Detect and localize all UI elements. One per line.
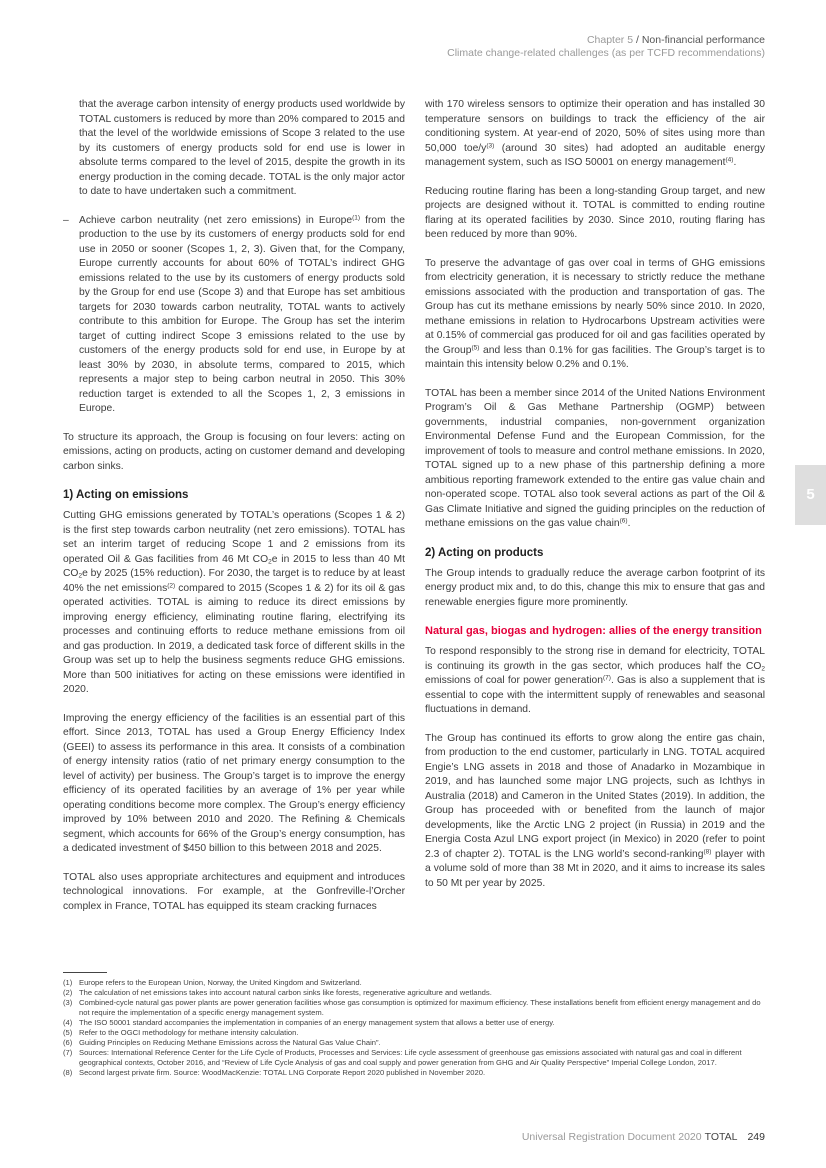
- footnote-ref-6: (6): [619, 517, 628, 525]
- footnote-text: The calculation of net emissions takes into account natural carbon sinks like forests, regenerative agriculture and wetlands.: [79, 988, 492, 997]
- technology-paragraph: TOTAL also uses appropriate architectures and equipment and introduces technological innovations. For example, at the Gonfreville-l’Orcher complex in France, TOTAL has equipped its steam cracking furnaces: [63, 871, 405, 912]
- lng-paragraph: The Group has continued its efforts to grow along the entire gas chain, from production to the end customer, particularly in LNG. TOTAL acquired Engie’s LNG assets in 2018 and those of Anadarko in Mozambique in 2019, and has launched some major LNG projects, such as Ichthys in Australia (2018) and Cameron in the United States (2019). In addition, the Group has proceeded with or benefited from the launch of major developments, like the Arctic LNG 2 project (in Russia) in 2019 and the Energia Costa Azul LNG export project (in Mexico) in 2020 (refer to point 2.3 of chapter 2). TOTAL is the LNG world’s second-ranking$^{(8)}$ player with a volume sold of more than 38 Mt in 2020, and it aims to increase its sales to 50 Mt per year by 2025.: [425, 732, 766, 889]
- footnote-text: The ISO 50001 standard accompanies the implementation in companies of an energy management system that allows a better use of energy.: [79, 1018, 555, 1027]
- flaring-paragraph: Reducing routine flaring has been a long-standing Group target, and new projects are designed without it. TOTAL is committed to ending routine flaring at its operated facilities by 2030. Since 2010, routing flaring has been reduced by more than 90%.: [425, 185, 765, 240]
- footnote-text: Europe refers to the European Union, Norway, the United Kingdom and Switzerland.: [79, 978, 362, 987]
- footnote-number: (8): [63, 1068, 73, 1077]
- footnote-number: (4): [63, 1018, 73, 1027]
- footnote-ref-3: (3): [486, 142, 495, 149]
- footnote-rule: [63, 972, 107, 973]
- left-intro-paragraph: that the average carbon intensity of energy products used worldwide by TOTAL customers is reduced by more than 20% compared to 2015 and that the level of the worldwide emissions of Scope 3 related to the use by its customers of energy products sold for end use is lower in absolute terms compared to the level of 2015, despite the growth in its energy production in the coming decade. TOTAL is the only major actor to date to have undertaken such a commitment.: [79, 99, 405, 197]
- footnote-number: (2): [63, 988, 73, 997]
- footnote-text: Second largest private firm. Source: WoodMacKenzie: TOTAL LNG Corporate Report 2020 published in November 2020.: [79, 1068, 486, 1077]
- footnote-item: [63, 978, 766, 988]
- footnote-item: [63, 988, 766, 998]
- footnote-ref-2: (2): [167, 582, 176, 589]
- footnote-item: [63, 1018, 766, 1028]
- bullet-dash: –: [63, 214, 69, 226]
- running-header: [447, 34, 765, 60]
- footnote-number: (1): [63, 978, 73, 987]
- gas-demand-paragraph: To respond responsibly to the strong rise in demand for electricity, TOTAL is continuing its growth in the gas sector, which produces half the $CO_2$ emissions of coal for power generation$^{(7)}$. Gas is also a supplement that is essential to cope with the intermittent supply of renewables and seasonal fluctuations in demand.: [425, 646, 765, 715]
- heading-natural-gas: Natural gas, biogas and hydrogen: allies of the energy transition: [425, 625, 762, 637]
- footnote-number: (3): [63, 998, 73, 1007]
- chapter-tab-number: 5: [806, 486, 815, 503]
- footnote-ref-5: (5): [471, 344, 480, 351]
- chapter-side-tab: [795, 465, 826, 525]
- left-column: [63, 98, 405, 928]
- footnote-text: Refer to the OGCI methodology for methane intensity calculation.: [79, 1028, 299, 1037]
- header-subtitle: Climate change-related challenges (as per TCFD recommendations): [447, 47, 765, 59]
- footnote-number: (6): [63, 1038, 73, 1047]
- heading-acting-on-emissions: 1) Acting on emissions: [63, 489, 189, 501]
- ogmp-paragraph: TOTAL has been a member since 2014 of the United Nations Environment Program’s Oil & Gas Methane Partnership (OGMP) between governments, industrial companies, non-government organization Environmental Defense Fund and the European Commission, for the improvement of tools to measure and control methane emissions. In 2020, TOTAL signed up to a new phase of this partnership defining a more ambitious reporting framework extended to the entire gas value chain and non-operated scope. TOTAL also took several actions as part of the Oil & Gas Climate Initiative and signed the guiding principles on the reduction of methane emissions on the gas value chain$^{(6)}$.: [425, 387, 765, 529]
- product-mix-paragraph: The Group intends to gradually reduce the average carbon footprint of its energy product mix and, to do this, change this mix to ensure that gas and renewable energies figure more prominently.: [425, 567, 765, 608]
- heading-acting-on-products: 2) Acting on products: [425, 546, 544, 559]
- energy-efficiency-paragraph: Improving the energy efficiency of the facilities is an essential part of this effort. Since 2013, TOTAL has used a Group Energy Efficiency Index (GEEI) to assess its performance in this area. It consists of a combination of energy intensity ratios (ratio of net primary energy consumption to the level of activity) per business. The Group’s target is to improve the energy efficiency of its operated facilities by an average of 1% per year while operating conditions become more complex. The Group’s energy efficiency improved by 10% between 2010 and 2020. The Refining & Chemicals segment, which accounts for 66% of the Group’s energy consumption, has a dedicated investment of $450 billion to this between 2018 and 2025.: [63, 712, 405, 854]
- four-levers-paragraph: To structure its approach, the Group is focusing on four levers: acting on emissions, acting on products, acting on customer demand and developing carbon sinks.: [63, 431, 405, 472]
- footnote-ref-8: (8): [703, 848, 712, 855]
- header-section: Non-financial performance: [641, 34, 765, 46]
- footer-brand: TOTAL: [704, 1131, 738, 1143]
- footnote-item: [63, 1028, 766, 1038]
- header-chapter: Chapter 5: [586, 34, 634, 46]
- header-chapter-line: [447, 34, 765, 47]
- footnote-number: (7): [63, 1048, 73, 1057]
- footnote-text: Guiding Principles on Reducing Methane Emissions across the Natural Gas Value Chain”.: [79, 1038, 381, 1047]
- footnote-text: Sources: International Reference Center for the Life Cycle of Products, Processes and Services: Life cycle assessment of greenhouse gas emissions associated with natural gas and coal in different geographical contexts, October 2016, and “Review of Life Cycle Analysis of gas and coal supply and power generation from GHG and Air Quality Perspective” Imperial College London, 2017.: [79, 1048, 742, 1067]
- footnote-item: [63, 998, 766, 1018]
- page-number: 249: [747, 1131, 765, 1143]
- footnote-text: Combined-cycle natural gas power plants are power generation facilities whose gas consumption is optimized for maximum efficiency. These installations benefit from efficient energy management and do not require the implementation of a specific energy management system.: [79, 998, 761, 1017]
- ghg-emissions-paragraph: Cutting GHG emissions generated by TOTAL’s operations (Scopes 1 & 2) is the first step towards carbon neutrality (net zero emissions). TOTAL has set an interim target of reducing Scope 1 and 2 emissions from its operated Oil & Gas facilities from 46 Mt $CO_2e$ in 2015 to less than 40 Mt $CO_2e$ by 2025 (15% reduction). For 2030, the target is to reduce by at least 40% the net emissions$^{(2)}$ compared to 2015 (Scopes 1 & 2) for its oil & gas operated activities. TOTAL is aiming to reduce its direct emissions by improving energy efficiency, eliminating routine flaring, electrifying its processes and continuing efforts to reduce methane emissions from oil and gas production. In 2019, a dedicated task force of different skills in the Group was set up to help the business segments reduce GHG emissions. More than 500 initiatives for acting on these emissions were identified in 2020.: [63, 510, 405, 695]
- methane-paragraph: To preserve the advantage of gas over coal in terms of GHG emissions from electricity generation, it is necessary to strictly reduce the methane emissions associated with the production and transportation of gas. The Group has cut its methane emissions by nearly 50% since 2010. In 2020, methane emissions in relation to Hydrocarbons Upstream activities were at 0.15% of commercial gas produced for oil and gas facilities operated by the Group$^{(5)}$ and less than 0.1% for gas facilities. The Group’s target is to maintain this intensity below 0.2% and 0.1%.: [425, 257, 766, 370]
- right-column: [425, 98, 765, 905]
- footnotes: [63, 978, 766, 1078]
- europe-neutrality-bullet: – Achieve carbon neutrality (net zero emissions) in Europe$^{(1)}$ from the production to the use by its customers of energy products sold for end use in 2050 or sooner (Scopes 1, 2, 3). Given that, for the Company, Europe currently accounts for about 60% of TOTAL’s indirect GHG emissions related to the use by its customers of energy products sold by the Group for end use (Scope 3) and that Europe has set ambitious targets for 2030 towards carbon neutrality, TOTAL wants to actively contribute to this ambition for Europe. The Group has set the interim target of cutting indirect Scope 3 emissions related to the use by customers of the energy products sold for end use, in Europe by at least 30% by 2030, in absolute terms, compared to 2015, which represents a major step to being carbon neutral in 2050. This 30% reduction target is extended to all the Scopes 1, 2, 3 emissions in Europe.: [63, 214, 405, 414]
- footnote-item: [63, 1048, 766, 1068]
- footnote-ref-7: (7): [602, 674, 611, 682]
- sensors-paragraph: with 170 wireless sensors to optimize their operation and has installed 30 temperature sensors on buildings to track the efficiency of the air conditioning system. At year-end of 2020, 50% of sites using more than 50,000 toe/$y^{(3)}$ (around 30 sites) had adopted an auditable energy management system, such as ISO 50001 on energy management$^{(4)}$.: [425, 99, 765, 168]
- footer-document-title: Universal Registration Document 2020: [521, 1131, 702, 1143]
- footnote-number: (5): [63, 1028, 73, 1037]
- footnote-item: [63, 1068, 766, 1078]
- page-footer: [522, 1131, 765, 1143]
- footnote-ref-4: (4): [725, 156, 734, 164]
- header-separator: /: [633, 34, 642, 46]
- footnote-item: [63, 1038, 766, 1048]
- footnote-ref-1: (1): [352, 214, 361, 221]
